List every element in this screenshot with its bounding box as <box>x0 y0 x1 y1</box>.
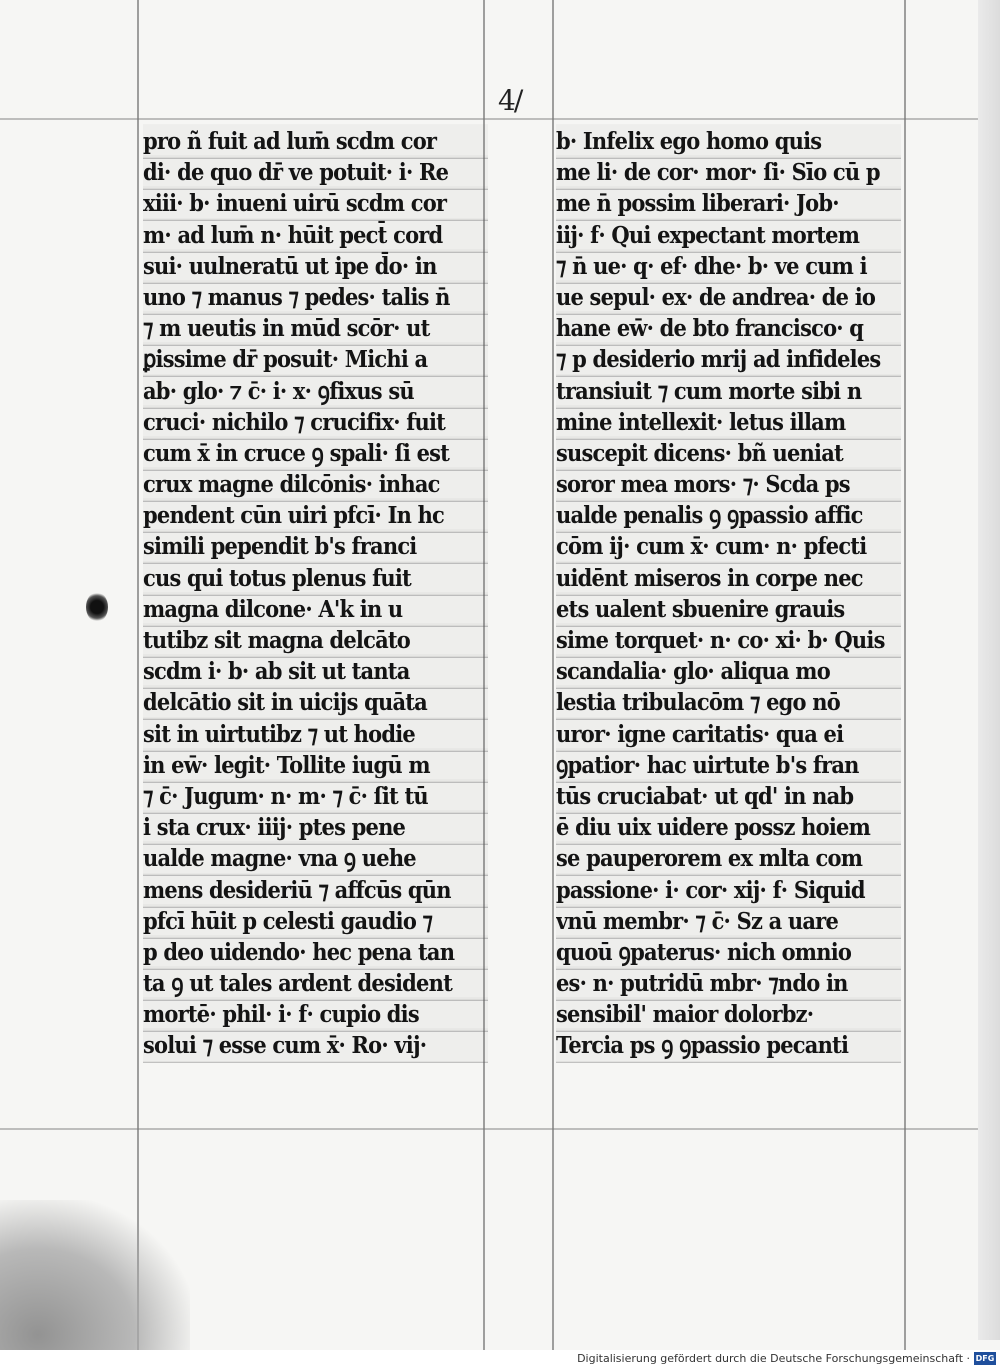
manuscript-line: me li· de cor· mor· ſi· Sīo cū p <box>556 155 901 190</box>
manuscript-line: soror mea mors· ⁊· Scda ps <box>556 467 901 502</box>
ruling-line-top <box>0 118 1000 120</box>
manuscript-line: sui· uulneratū ut ipe d̄o· in <box>143 249 488 284</box>
manuscript-line: ⁊ m ueutis in mūd scōr· ut <box>143 311 488 346</box>
manuscript-line: transiuit ⁊ cum morte sibi n <box>556 374 901 409</box>
page-edge <box>978 0 1000 1340</box>
manuscript-line: passione· i· cor· xij· f· Siquid <box>556 873 901 908</box>
manuscript-line: scdm i· b· ab sit ut tanta <box>143 654 488 689</box>
footer-bar <box>0 1350 1000 1370</box>
manuscript-line: magna dilcone· A'k in u <box>143 592 488 627</box>
manuscript-line: mens desideriū ⁊ affcūs qūn <box>143 873 488 908</box>
manuscript-line: crux magne dilcōnis· inhac <box>143 467 488 502</box>
ruling-line-bottom <box>0 1128 1000 1130</box>
manuscript-line: cus qui totus plenus fuit <box>143 561 488 596</box>
manuscript-line: p deo uidendo· hec pena tan <box>143 935 488 970</box>
text-column-right <box>556 126 901 1062</box>
manuscript-line: uno ⁊ manus ⁊ pedes· talis n̄ <box>143 280 488 315</box>
manuscript-line: ⁊ n̄ ue· q· ef· dhe· b· ve cum i <box>556 249 901 284</box>
manuscript-line: uror· igne caritatis· qua ei <box>556 717 901 752</box>
manuscript-line: mine intellexit· letus illam <box>556 405 901 440</box>
manuscript-line: cōm ij· cum x̄· cum· n· pfecti <box>556 530 901 565</box>
manuscript-line: hane ew̄· de bto francisco· q <box>556 311 901 346</box>
funding-credit: Digitalisierung gefördert durch die Deutsche Forschungsgemeinschaft · <box>577 1352 970 1365</box>
manuscript-line: in ew̄· legit· Tollite iugū m <box>143 748 488 783</box>
manuscript-line: pendent cūn uiri pfcī· In hc <box>143 498 488 533</box>
manuscript-line: ualde magne· vna ꝯ uehe <box>143 841 488 876</box>
manuscript-line: quoū ꝯpaterus· nich omnio <box>556 935 901 970</box>
text-column-left <box>143 126 488 1062</box>
manuscript-line: ⁊ c̄· Jugum· n· m· ⁊ c̄· ſit tū <box>143 779 488 814</box>
manuscript-line: b· Infelix ego homo quis <box>556 124 901 159</box>
manuscript-line: solui ⁊ esse cum x̄· Ro· vij· <box>143 1029 488 1064</box>
manuscript-line: ꝯpatior· hac uirtute b's fran <box>556 748 901 783</box>
manuscript-line: suscepit dicens· bñ ueniat <box>556 436 901 471</box>
manuscript-line: sensibil' maior dolorbz· <box>556 997 901 1032</box>
manuscript-line: ab· glo· ⁊ c̄· i· x· ꝯfixus sū <box>143 374 488 409</box>
manuscript-line: cum x̄ in cruce ꝯ spali· ſi est <box>143 436 488 471</box>
manuscript-line: vnū membr· ⁊ c̄· Sz a uare <box>556 904 901 939</box>
manuscript-line: ue sepul· ex· de andrea· de io <box>556 280 901 315</box>
folio-mark: 4/ <box>498 84 522 117</box>
manuscript-line: simili pependit b's franci <box>143 530 488 565</box>
manuscript-line: ta ꝯ ut tales ardent desident <box>143 966 488 1001</box>
ruling-line-right <box>904 0 906 1350</box>
manuscript-line: ē diu uix uidere possz hoiem <box>556 810 901 845</box>
manuscript-line: cruci· nichilo ⁊ crucifix· fuit <box>143 405 488 440</box>
manuscript-line: xiii· b· inueni uirū scdm cor <box>143 187 488 222</box>
manuscript-line: ꝑissime dr̄ posuit· Michi a <box>143 342 488 377</box>
manuscript-line: es· n· putridū mbr· ⁊ndo in <box>556 966 901 1001</box>
manuscript-line: lestia tribulacōm ⁊ ego nō <box>556 686 901 721</box>
ruling-line-center-right <box>552 0 554 1350</box>
manuscript-line: iij· f· Qui expectant mortem <box>556 218 901 253</box>
ruling-line-left <box>137 0 139 1350</box>
manuscript-line: me n̄ possim liberari· Job· <box>556 187 901 222</box>
manuscript-line: sit in uirtutibz ⁊ ut hodie <box>143 717 488 752</box>
dfg-logo: DFG <box>975 1354 995 1363</box>
manuscript-line: pro ñ fuit ad lum̄ scdm cor <box>143 124 488 159</box>
manuscript-line: delcātio sit in uicijs quāta <box>143 686 488 721</box>
manuscript-line: scandalia· glo· aliqua mo <box>556 654 901 689</box>
manuscript-line: tūs cruciabat· ut qd' in nab <box>556 779 901 814</box>
manuscript-line: tutibz sit magna delcāto <box>143 623 488 658</box>
manuscript-line: ets ualent sbuenire grauis <box>556 592 901 627</box>
manuscript-line: ⁊ p desiderio mrij ad infideles <box>556 342 901 377</box>
manuscript-line: m· ad lum̄ n· hūit pect̄ cord <box>143 218 488 253</box>
manuscript-line: ualde penalis ꝯ ꝯpassio affic <box>556 498 901 533</box>
manuscript-line: se pauperorem ex mlta com <box>556 841 901 876</box>
manuscript-line: Tercia ps ꝯ ꝯpassio pecanti <box>556 1029 901 1064</box>
manuscript-line: mortē· phil· i· f· cupio dis <box>143 997 488 1032</box>
manuscript-line: sime torquet· n· co· xi· b· Quis <box>556 623 901 658</box>
manuscript-line: i sta crux· iiij· ptes pene <box>143 810 488 845</box>
manuscript-line: pfcī hūit p celesti gaudio ⁊ <box>143 904 488 939</box>
manuscript-line: di· de quo dr̄ ve potuit· i· Re <box>143 155 488 190</box>
manuscript-line: uidēnt miseros in corpe nec <box>556 561 901 596</box>
thumb-shadow <box>0 1200 190 1350</box>
ink-stain <box>86 592 108 622</box>
